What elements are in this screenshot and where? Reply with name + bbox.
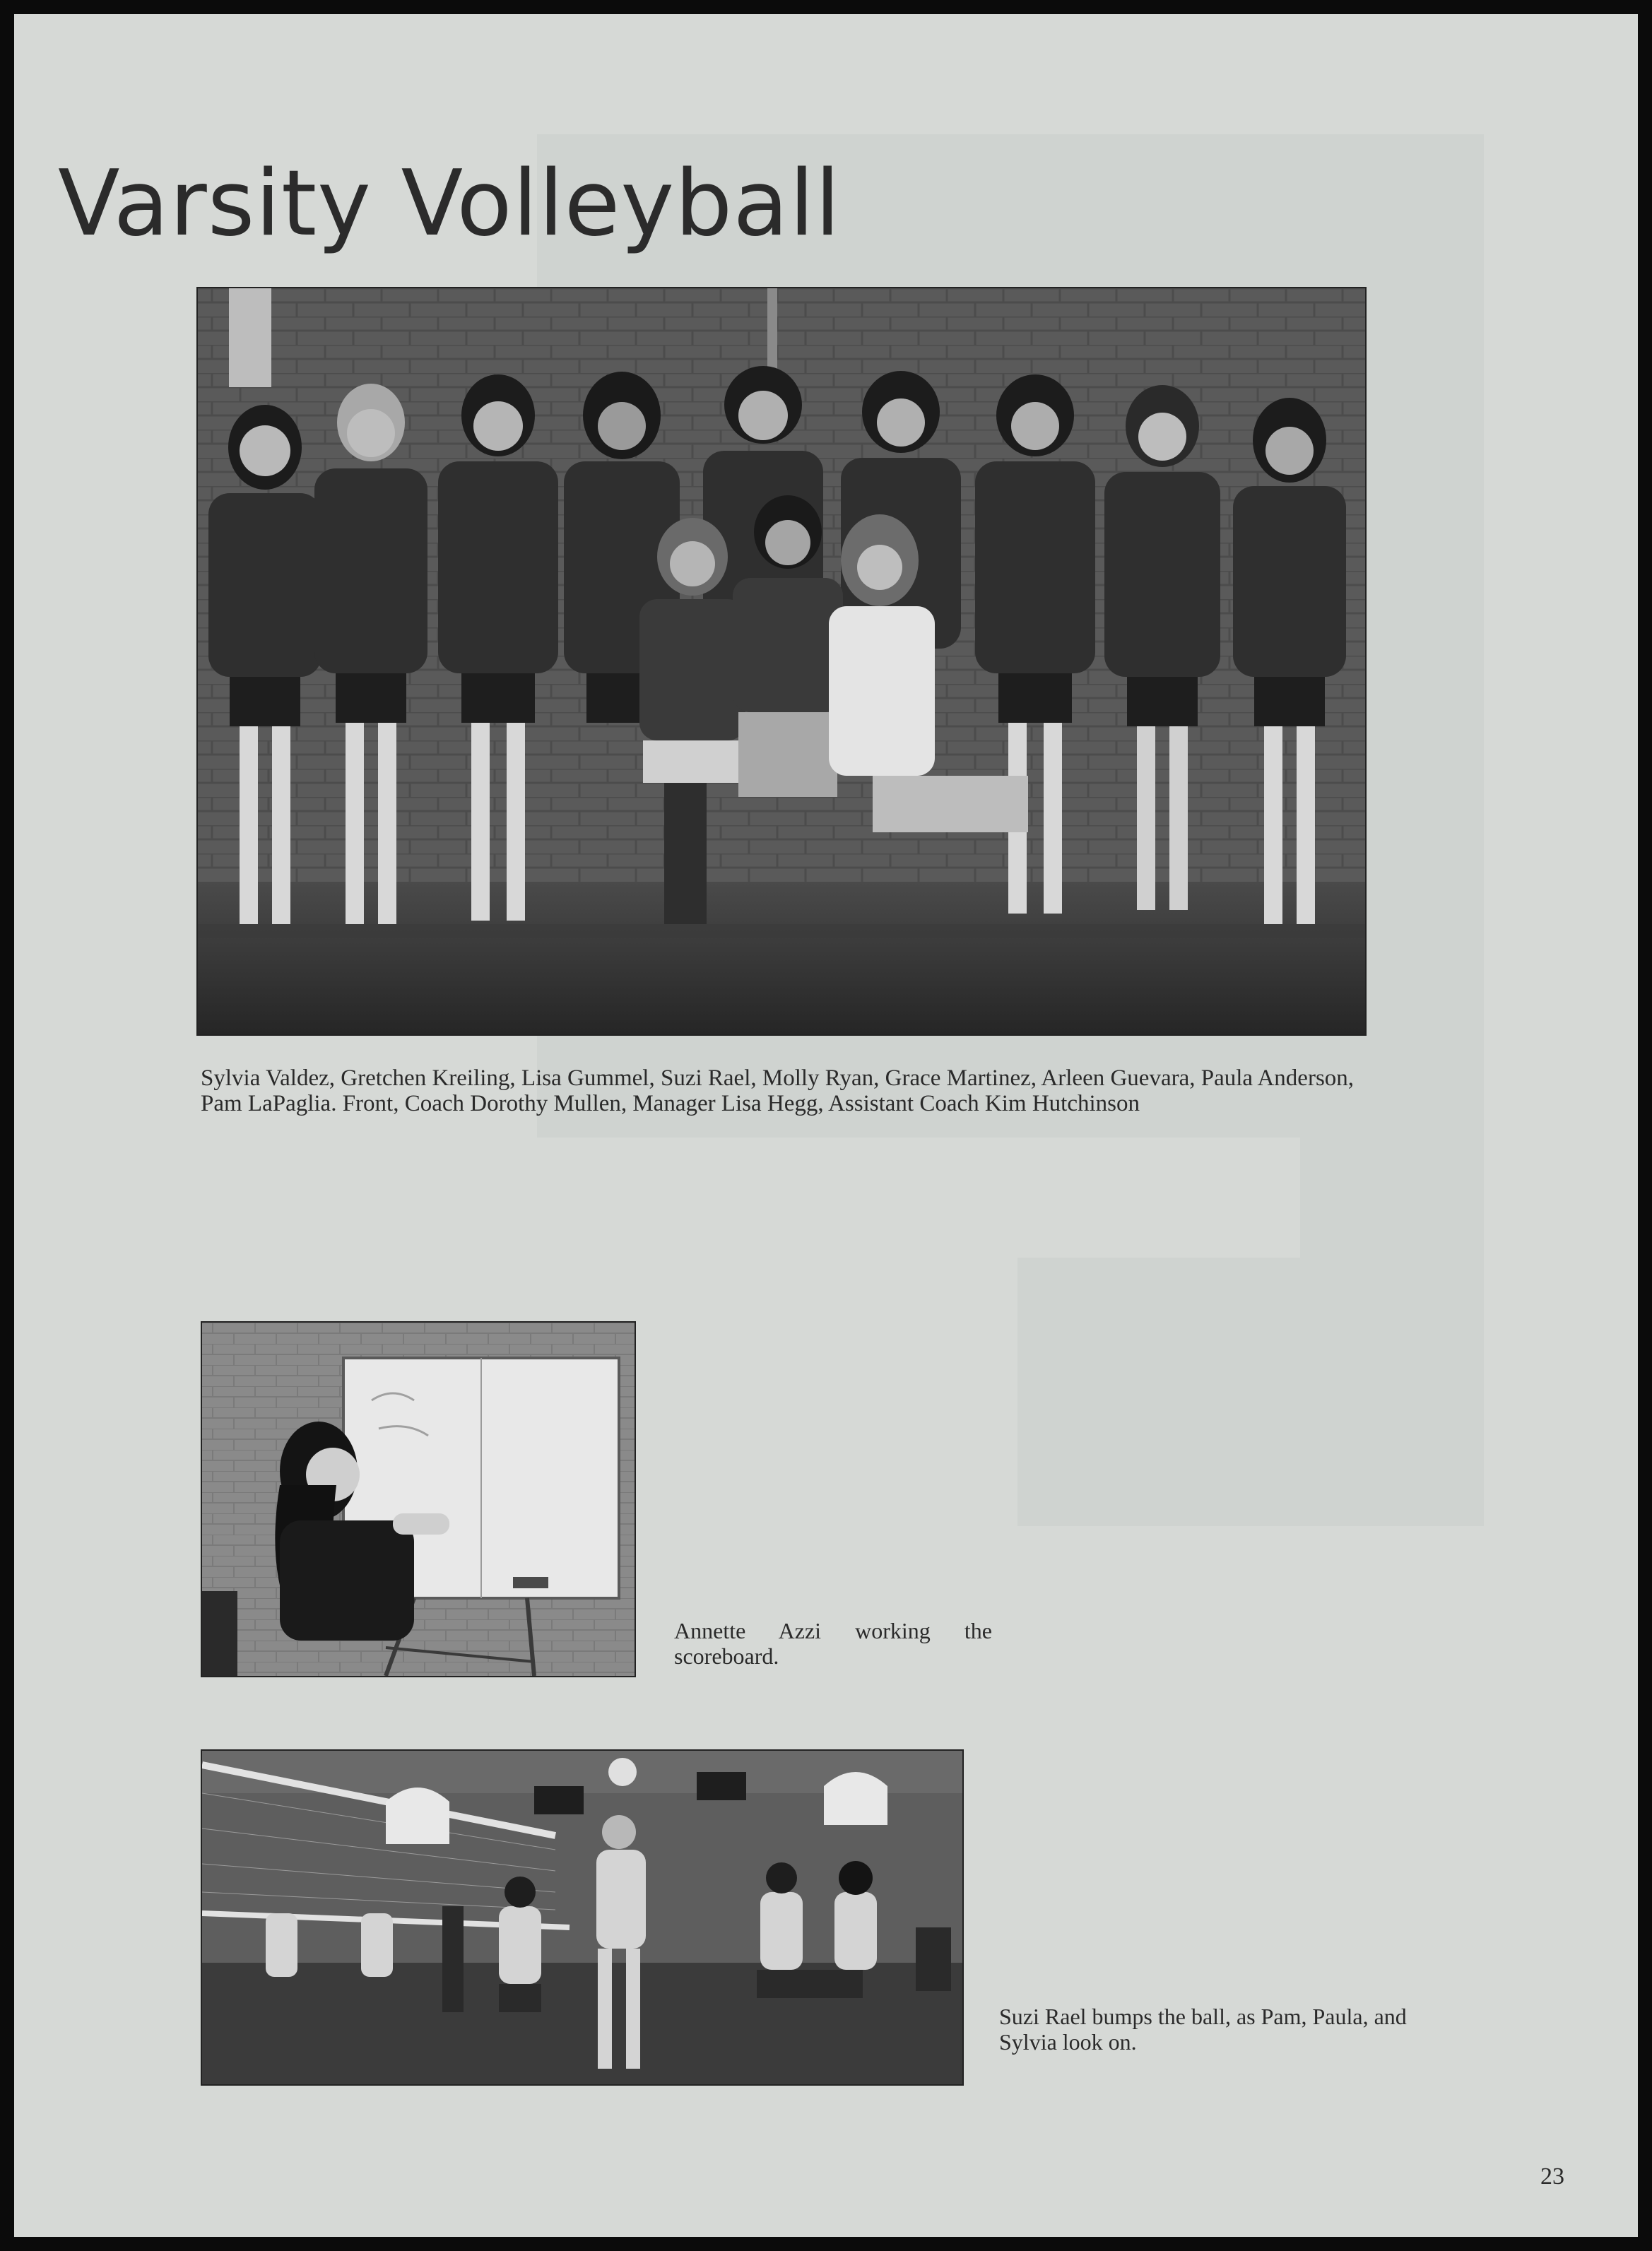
team-photo-image — [198, 288, 1365, 1034]
game-photo-caption: Suzi Rael bumps the ball, as Pam, Paula, and Sylvia look on. — [999, 2004, 1407, 2055]
page-title: Varsity Volleyball — [58, 151, 841, 256]
scoreboard-photo-image — [202, 1323, 635, 1676]
page-number: 23 — [1540, 2163, 1564, 2190]
team-photo — [196, 287, 1367, 1036]
game-photo-image — [202, 1751, 962, 2084]
game-photo — [201, 1749, 964, 2086]
team-photo-caption: Sylvia Valdez, Gretchen Kreiling, Lisa Gummel, Suzi Rael, Molly Ryan, Grace Martinez, Arleen Guevara, Paula Anderson, Pam LaPaglia. Front, Coach Dorothy Mullen, Manager Lisa Hegg, Assistant Coach Kim Hutchinson — [201, 1065, 1355, 1116]
scoreboard-photo — [201, 1321, 636, 1677]
scoreboard-photo-caption: Annette Azzi working the scoreboard. — [674, 1618, 992, 1669]
yearbook-page — [14, 14, 1638, 2237]
